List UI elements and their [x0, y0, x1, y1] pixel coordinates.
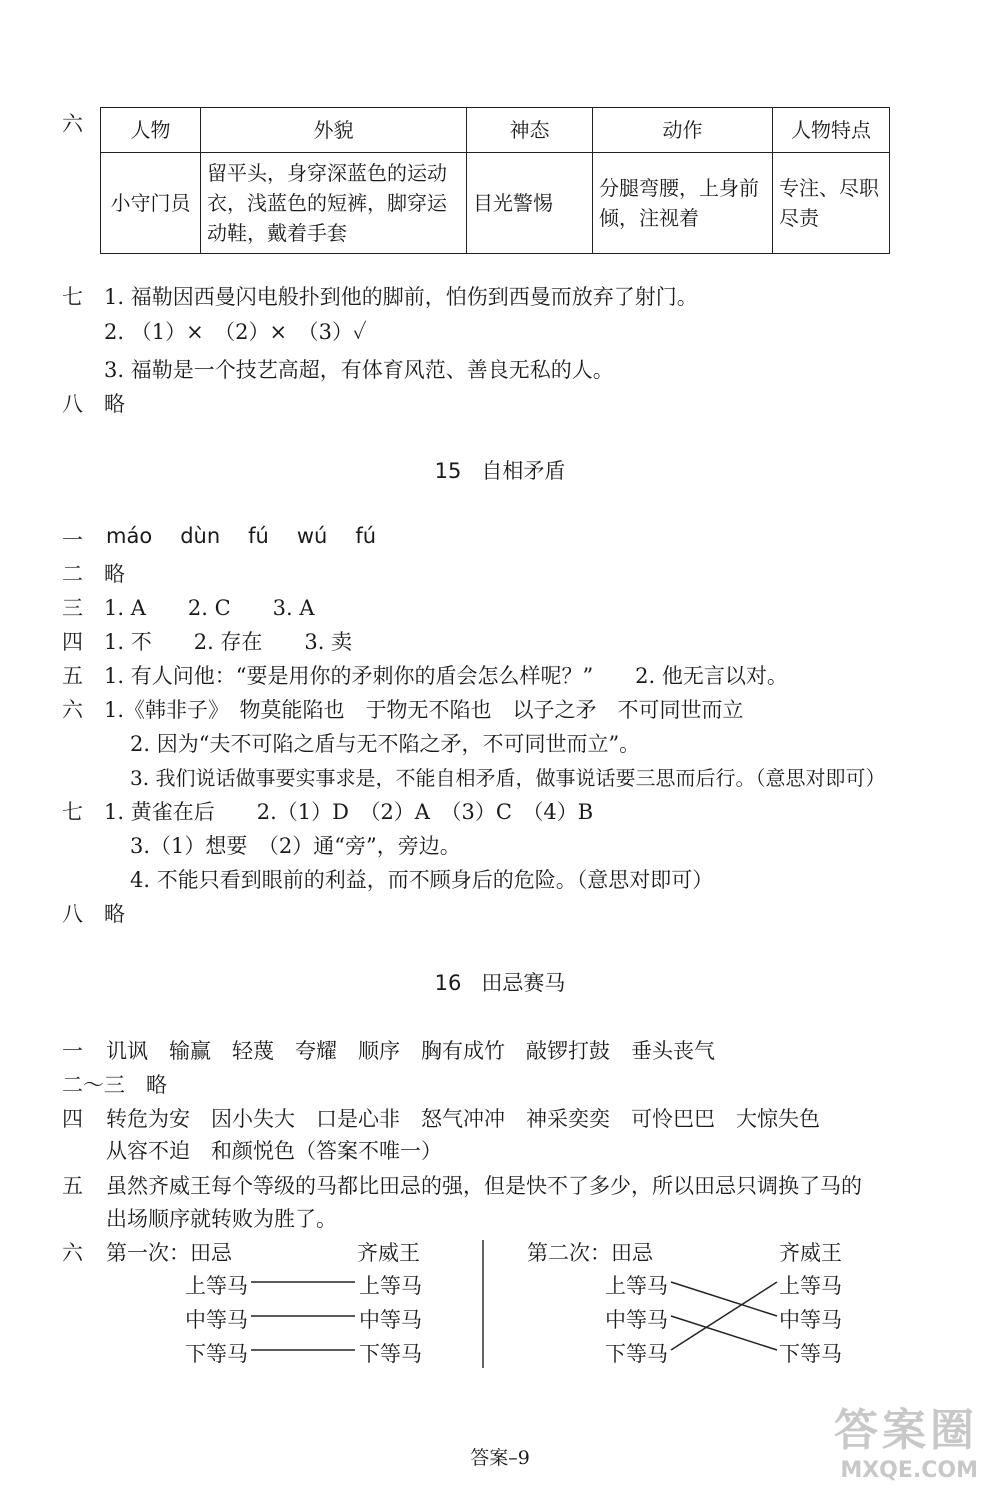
match-item-left: 上等马: [605, 1274, 668, 1298]
watermark-logo: 答案圈: [834, 1405, 978, 1456]
lesson-title: 田忌赛马: [481, 971, 566, 995]
table-cell-action: 分腿弯腰，上身前倾，注视着: [593, 153, 773, 254]
lesson-number: 15: [434, 459, 462, 483]
pinyin: fú: [355, 524, 377, 548]
answer-line: 2. （1）× （2）× （3）✓: [104, 320, 367, 344]
table-header-cell: 神态: [467, 108, 593, 153]
pinyin: wú: [296, 524, 328, 548]
match-line: [671, 1282, 777, 1350]
match-item-left: 下等马: [605, 1342, 668, 1366]
section-label: 七: [62, 800, 83, 824]
match-item-right: 下等马: [359, 1342, 422, 1366]
lesson-number: 16: [434, 971, 462, 995]
match-item-right: 中等马: [359, 1308, 422, 1332]
match-heading-king: 齐威王: [357, 1241, 420, 1265]
answer-line: 3. 我们说话做事要实事求是，不能自相矛盾，做事说话要三思而后行。（意思对即可）: [130, 766, 886, 790]
section-label: 六: [62, 1241, 83, 1265]
section-label: 五: [62, 664, 83, 688]
table-header-cell: 动作: [593, 108, 773, 153]
match-item-right: 上等马: [779, 1274, 842, 1298]
section-8-label: 八: [62, 392, 83, 416]
match-item-left: 中等马: [605, 1308, 668, 1332]
match-item-right: 上等马: [359, 1274, 422, 1298]
section-label: 三: [62, 596, 83, 620]
match-heading-second: 第二次：田忌: [527, 1241, 653, 1265]
answer-line: 2. 因为“夫不可陷之盾与无不陷之矛，不可同世而立”。: [130, 732, 641, 756]
section-label: 六: [62, 698, 83, 722]
match-line: [671, 1282, 777, 1316]
match-item-right: 中等马: [779, 1308, 842, 1332]
answer-line: 3. 福勒是一个技艺高超，有体育风范、善良无私的人。: [104, 358, 614, 382]
section-7-label: 七: [62, 285, 83, 309]
answer-line: 转危为安 因小失大 口是心非 怒气冲冲 神采奕奕 可怜巴巴 大惊失色: [106, 1107, 820, 1131]
watermark: [834, 1394, 978, 1483]
answer-line: 讥讽 输赢 轻蔑 夸耀 顺序 胸有成竹 敲锣打鼓 垂头丧气: [106, 1039, 715, 1063]
match-item-left: 下等马: [185, 1342, 248, 1366]
lesson-title: 自相矛盾: [481, 459, 566, 483]
match-line: [671, 1316, 777, 1350]
match-item-left: 上等马: [185, 1274, 248, 1298]
section-label: 二: [62, 562, 83, 586]
answer-line: 4. 不能只看到眼前的利益，而不顾身后的危险。（意思对即可）: [130, 868, 714, 892]
match-item-right: 下等马: [779, 1342, 842, 1366]
table-cell-appearance: 留平头，身穿深蓝色的运动衣，浅蓝色的短裤，脚穿运动鞋，戴着手套: [201, 153, 467, 254]
section-label: 一: [62, 1039, 83, 1063]
section-label: 四: [62, 1107, 83, 1131]
pinyin: máo: [106, 524, 153, 548]
match-heading-king: 齐威王: [779, 1241, 842, 1265]
section-label: 五: [62, 1174, 83, 1198]
section-label: 一: [62, 528, 83, 552]
answer-line: 1. 有人问他：“要是用你的矛刺你的盾会怎么样呢？” 2. 他无言以对。: [104, 664, 788, 688]
pinyin: fú: [248, 524, 269, 548]
match-heading-first: 第一次：田忌: [106, 1241, 232, 1265]
answer-line: 1.《韩非子》 物莫能陷也 于物无不陷也 以子之矛 不可同世而立: [104, 698, 744, 722]
answer-line: 1. 黄雀在后 2.（1）D （2）A （3）C （4）B: [104, 800, 594, 824]
answer-line: 略: [104, 902, 125, 926]
page-number: 答案–9: [470, 1447, 530, 1469]
pinyin: dùn: [180, 524, 221, 548]
table-header-cell: 人物特点: [773, 108, 890, 153]
answer-line: 3.（1）想要 （2）通“旁”，旁边。: [130, 834, 461, 858]
table-cell-trait: 专注、尽职尽责: [773, 153, 890, 254]
table-header-cell: 人物: [101, 108, 201, 153]
answer-line: 出场顺序就转败为胜了。: [106, 1207, 337, 1231]
answer-line: 略: [146, 1073, 167, 1097]
table-cell-person: 小守门员: [101, 153, 201, 254]
section-label: 八: [62, 902, 83, 926]
answer-line: 1. A 2. C 3. A: [104, 596, 315, 620]
answer-line: 1. 福勒因西曼闪电般扑到他的脚前，怕伤到西曼而放弃了射门。: [104, 285, 698, 309]
answer-line: 1. 不 2. 存在 3. 卖: [104, 630, 353, 654]
section-label: 二～三: [62, 1073, 125, 1097]
match-item-left: 中等马: [185, 1308, 248, 1332]
answer-line: 略: [104, 562, 125, 586]
table-header-cell: 外貌: [201, 108, 467, 153]
answer-line: 从容不迫 和颜悦色（答案不唯一）: [106, 1139, 442, 1163]
answer-line: 略: [104, 392, 125, 416]
answer-line: 虽然齐威王每个等级的马都比田忌的强，但是快不了多少，所以田忌只调换了马的: [106, 1174, 862, 1198]
section-label: 四: [62, 630, 83, 654]
watermark-site: MXQE.COM: [840, 1458, 978, 1483]
section-6-label: 六: [62, 112, 83, 136]
table-cell-expression: 目光警惕: [467, 153, 593, 254]
